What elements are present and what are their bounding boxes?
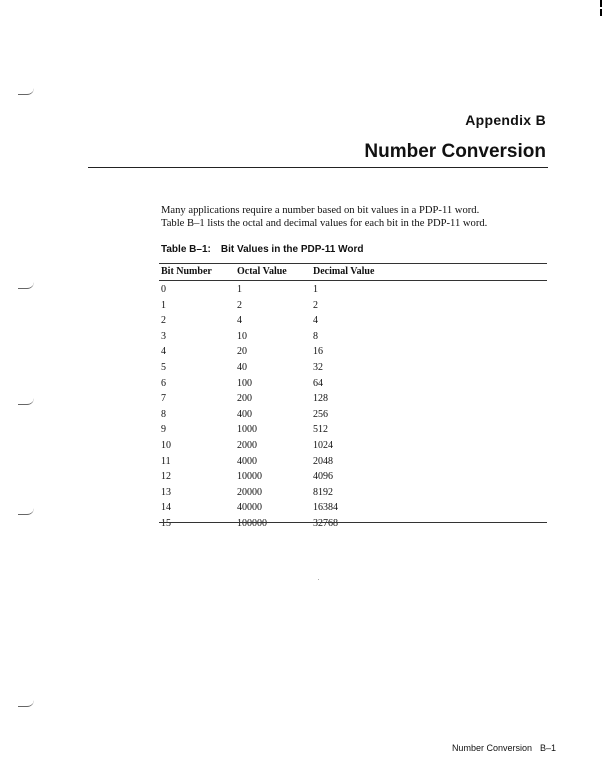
decimal-value-cell: 1 xyxy=(313,284,318,295)
table-caption-label: Table B–1: xyxy=(161,244,211,255)
table-row xyxy=(0,456,604,472)
column-header-octal-value: Octal Value xyxy=(237,266,287,277)
bit-number-cell: 1 xyxy=(161,299,166,311)
bit-number-cell: 10 xyxy=(161,439,171,451)
table-body xyxy=(0,284,604,534)
decimal-value-cell: 128 xyxy=(313,393,328,405)
decimal-value-cell: 2048 xyxy=(313,455,333,467)
column-header-decimal-value: Decimal Value xyxy=(313,266,375,277)
decimal-value-cell: 32768 xyxy=(313,517,338,529)
decimal-value-cell: 16384 xyxy=(313,502,338,514)
octal-value-cell: 4 xyxy=(237,315,242,327)
decimal-value-cell: 4 xyxy=(313,315,318,327)
bit-number-cell: 2 xyxy=(161,315,166,327)
octal-value-cell: 400 xyxy=(237,408,252,420)
decimal-value-cell: 32 xyxy=(313,361,323,373)
intro-line: Table B–1 lists the octal and decimal values for each bit in the PDP-11 word. xyxy=(161,218,488,229)
decimal-value-cell: 2 xyxy=(313,299,318,311)
bit-number-cell: 8 xyxy=(161,408,166,420)
octal-value-cell: 100000 xyxy=(237,517,267,529)
table-row xyxy=(0,487,604,503)
octal-value-cell: 20000 xyxy=(237,486,262,498)
bit-number-cell: 0 xyxy=(161,284,166,295)
margin-mark xyxy=(18,88,34,95)
intro-paragraph xyxy=(161,204,551,230)
table-row xyxy=(0,300,604,316)
bit-number-cell: 13 xyxy=(161,486,171,498)
octal-value-cell: 10000 xyxy=(237,471,262,483)
table-row xyxy=(0,378,604,394)
table-row xyxy=(0,471,604,487)
decimal-value-cell: 4096 xyxy=(313,471,333,483)
octal-value-cell: 1 xyxy=(237,284,242,295)
table-top-rule xyxy=(159,263,547,264)
table-row xyxy=(0,346,604,362)
octal-value-cell: 2 xyxy=(237,299,242,311)
table-bottom-rule xyxy=(159,522,547,523)
intro-line: Many applications require a number based on bit values in a PDP-11 word. xyxy=(161,205,480,216)
octal-value-cell: 4000 xyxy=(237,455,257,467)
margin-mark xyxy=(18,700,34,707)
footer-section: Number Conversion xyxy=(451,743,532,753)
bit-number-cell: 5 xyxy=(161,361,166,373)
table-row xyxy=(0,315,604,331)
bit-number-cell: 6 xyxy=(161,377,166,389)
table-row xyxy=(0,424,604,440)
table-row xyxy=(0,502,604,518)
octal-value-cell: 2000 xyxy=(237,439,257,451)
title-rule xyxy=(88,167,548,168)
bit-number-cell: 15 xyxy=(161,517,171,529)
footer-page-number: B–1 xyxy=(539,743,556,753)
table-row xyxy=(0,284,604,300)
edge-mark xyxy=(600,0,602,7)
octal-value-cell: 1000 xyxy=(237,424,257,436)
appendix-label: Appendix B xyxy=(465,112,546,128)
table-row xyxy=(0,409,604,425)
column-header-bit-number: Bit Number xyxy=(161,266,212,277)
table-row xyxy=(0,518,604,534)
decimal-value-cell: 8 xyxy=(313,330,318,342)
decimal-value-cell: 1024 xyxy=(313,439,333,451)
octal-value-cell: 20 xyxy=(237,346,247,358)
table-row xyxy=(0,393,604,409)
octal-value-cell: 40000 xyxy=(237,502,262,514)
table-header-rule xyxy=(159,280,547,281)
edge-mark xyxy=(600,9,602,16)
decimal-value-cell: 256 xyxy=(313,408,328,420)
table-caption-title: Bit Values in the PDP-11 Word xyxy=(220,244,364,255)
octal-value-cell: 200 xyxy=(237,393,252,405)
octal-value-cell: 100 xyxy=(237,377,252,389)
bit-number-cell: 12 xyxy=(161,471,171,483)
table-row xyxy=(0,331,604,347)
bit-number-cell: 14 xyxy=(161,502,171,514)
bit-number-cell: 11 xyxy=(161,455,171,467)
octal-value-cell: 10 xyxy=(237,330,247,342)
table-row xyxy=(0,440,604,456)
page-title: Number Conversion xyxy=(364,141,546,162)
decimal-value-cell: 8192 xyxy=(313,486,333,498)
table-row xyxy=(0,362,604,378)
octal-value-cell: 40 xyxy=(237,361,247,373)
decimal-value-cell: 512 xyxy=(313,424,328,436)
bit-number-cell: 7 xyxy=(161,393,166,405)
table-caption xyxy=(161,244,363,255)
decimal-value-cell: 16 xyxy=(313,346,323,358)
bit-number-cell: 4 xyxy=(161,346,166,358)
decimal-value-cell: 64 xyxy=(313,377,323,389)
bit-number-cell: 3 xyxy=(161,330,166,342)
scan-speck xyxy=(318,579,319,580)
bit-number-cell: 9 xyxy=(161,424,166,436)
page-footer xyxy=(452,743,556,753)
